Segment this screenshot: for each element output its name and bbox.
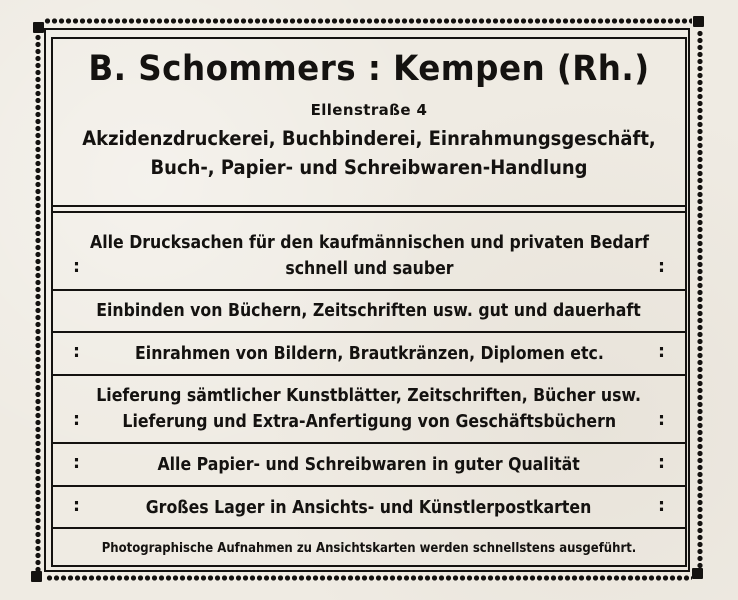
dotted-border-top [44, 18, 692, 24]
section-stationery [53, 442, 685, 486]
dotted-border-left [35, 34, 41, 574]
colon-ornament: : [658, 410, 665, 430]
corner-ornament-bottom-left [31, 571, 42, 582]
business-title: B. Schommers : Kempen (Rh.) [88, 49, 650, 89]
section-line: Photographische Aufnahmen zu Ansichtskarten werden schnellstens ausgeführt. [101, 540, 637, 556]
colon-ornament: : [73, 453, 80, 473]
trades-line-1: Akzidenzdruckerei, Buchbinderei, Einrahmungsgeschäft, [82, 127, 656, 150]
colon-ornament: : [73, 410, 80, 430]
section-printing [53, 211, 685, 291]
colon-ornament: : [73, 496, 80, 516]
street-address: Ellenstraße 4 [310, 101, 428, 119]
section-delivery [53, 374, 685, 442]
section-line: Alle Drucksachen für den kaufmännischen und privaten Bedarf [89, 233, 649, 253]
section-line: Lieferung sämtlicher Kunstblätter, Zeitschriften, Bücher usw. [96, 386, 642, 406]
header-section [53, 39, 685, 207]
section-line: Einbinden von Büchern, Zeitschriften usw. gut und dauerhaft [96, 301, 642, 321]
trades-line-2: Buch-, Papier- und Schreibwaren-Handlung [150, 156, 588, 179]
section-postcards [53, 485, 685, 527]
section-line: : schnell und sauber : [73, 257, 665, 279]
corner-ornament-top-right [693, 16, 704, 27]
colon-ornament: : [73, 257, 80, 277]
section-line: : Einrahmen von Bildern, Brautkränzen, Diplomen etc. : [73, 342, 665, 364]
corner-ornament-bottom-right [692, 568, 703, 579]
section-photography [53, 527, 685, 567]
colon-ornament: : [658, 257, 665, 277]
section-line: : Alle Papier- und Schreibwaren in guter Qualität : [73, 453, 665, 475]
corner-ornament-top-left [33, 22, 44, 33]
section-line: : Lieferung und Extra-Anfertigung von Geschäftsbüchern : [73, 410, 665, 432]
dotted-border-right [697, 30, 703, 570]
colon-ornament: : [658, 453, 665, 473]
section-framing [53, 331, 685, 375]
colon-ornament: : [658, 342, 665, 362]
header-divider-upper [53, 205, 685, 207]
advertisement-box [51, 37, 687, 567]
section-bookbinding [53, 289, 685, 333]
section-line: : Großes Lager in Ansichts- und Künstlerpostkarten : [73, 496, 665, 518]
dotted-border-bottom [46, 575, 692, 581]
colon-ornament: : [73, 342, 80, 362]
colon-ornament: : [658, 496, 665, 516]
